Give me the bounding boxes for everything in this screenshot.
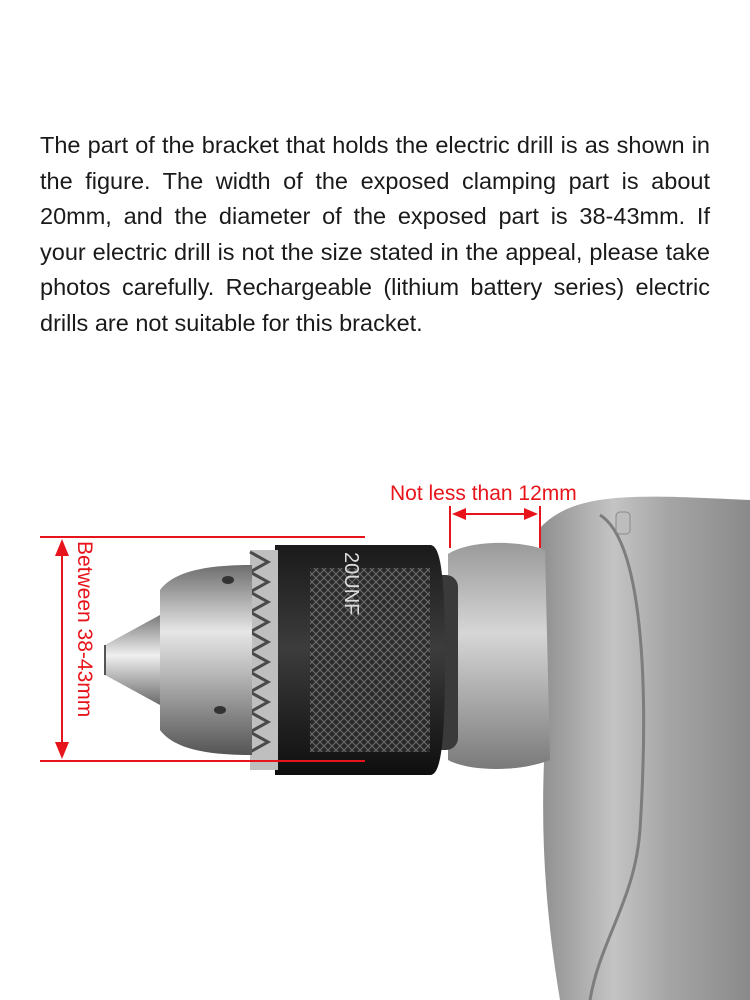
- width-arrow-head-left: [452, 508, 466, 520]
- chuck-diameter-label: Between 38-43mm: [73, 541, 96, 718]
- chuck-tip: [105, 615, 160, 705]
- drill-body-slot: [616, 512, 630, 534]
- drill-neck: [448, 543, 550, 769]
- chuck-key-hole-bottom: [214, 706, 226, 714]
- width-arrow-head-right: [524, 508, 538, 520]
- chuck-knurl: [310, 568, 430, 752]
- clamp-width-label: Not less than 12mm: [390, 482, 577, 505]
- drill-illustration: [0, 470, 750, 1000]
- chuck-key-hole-top: [222, 576, 234, 584]
- chuck-body: [160, 565, 252, 755]
- chuck-marking: 20UNF: [340, 552, 362, 616]
- drill-svg: [0, 470, 750, 1000]
- description-text: The part of the bracket that holds the electric drill is as shown in the figure. The width of the exposed clamping part is about 20mm, and the diameter of the exposed part is 38-43mm. If your electric drill is not the size stated in the appeal, please take photos carefully. Rechargeable (lithium battery series) electric drills are not suitable for this bracket.: [40, 132, 710, 336]
- drill-body: [540, 497, 750, 1000]
